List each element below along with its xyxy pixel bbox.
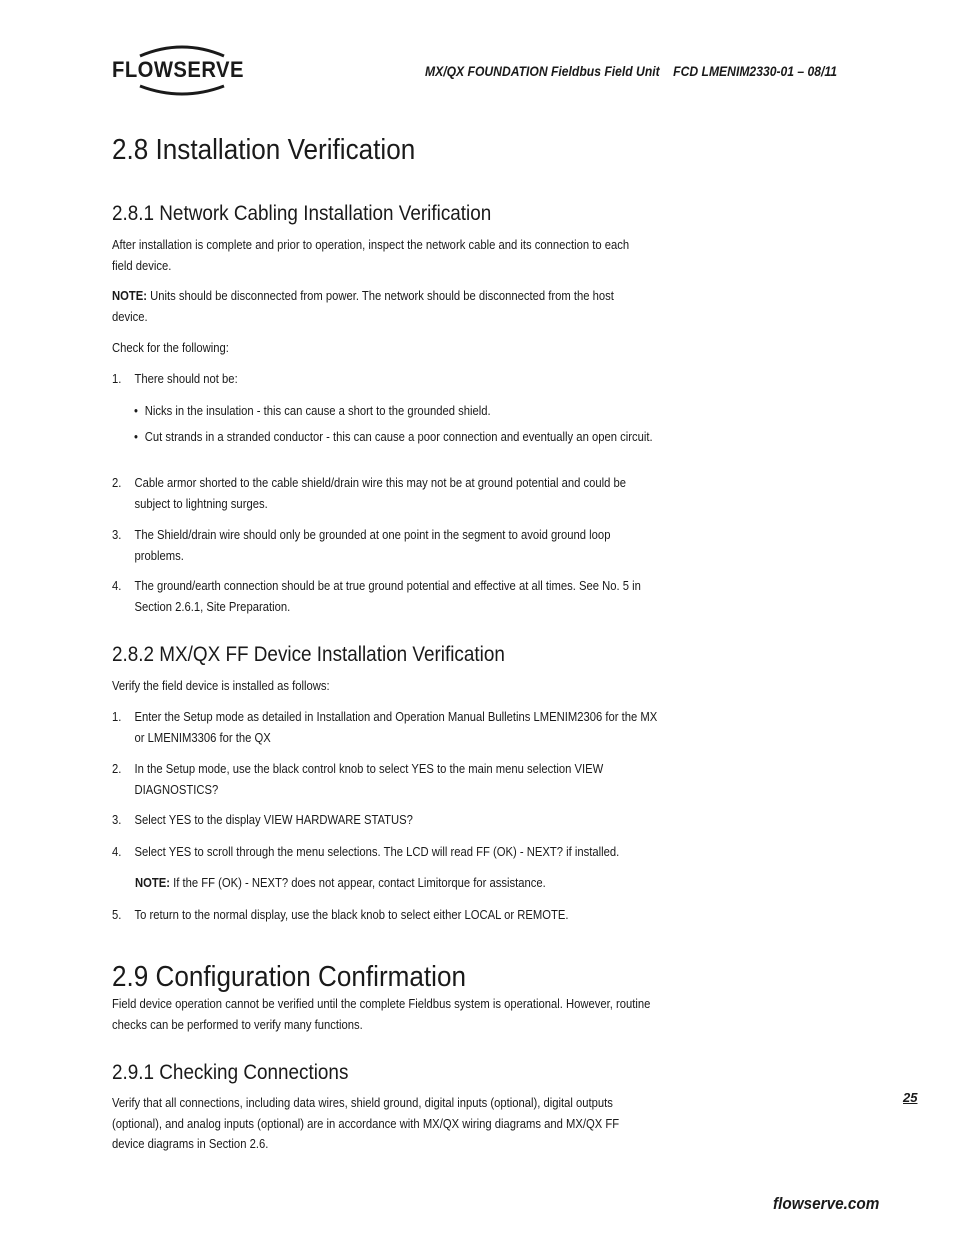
list-item-number: 1. xyxy=(112,372,122,386)
list-item xyxy=(112,525,661,566)
bullet-icon: • xyxy=(134,404,138,418)
note-paragraph-2-8-1 xyxy=(112,286,652,327)
note-paragraph-2-8-2 xyxy=(135,873,657,894)
paragraph-intro-2-8-1: After installation is complete and prior to operation, inspect the network cable and its connection to each field device. xyxy=(112,238,630,273)
list-item-text: There should not be: xyxy=(134,372,238,386)
note-label: NOTE: xyxy=(112,289,148,303)
note-text: If the FF (OK) - NEXT? does not appear, contact Limitorque for assistance. xyxy=(170,876,546,890)
list-item-text: To return to the normal display, use the black knob to select either LOCAL or REMOTE. xyxy=(134,908,569,922)
list-item-number: 3. xyxy=(112,813,122,827)
page-number: 25 xyxy=(903,1090,918,1105)
bullet-text: Nicks in the insulation - this can cause a short to the grounded shield. xyxy=(144,404,491,418)
list-item xyxy=(112,369,661,390)
list-item-number: 5. xyxy=(112,908,122,922)
list-item xyxy=(112,576,661,617)
footer-url: flowserve.com xyxy=(773,1194,880,1213)
list-item-text: Select YES to the display VIEW HARDWARE STATUS? xyxy=(134,813,413,827)
list-item-number: 2. xyxy=(112,476,122,490)
list-item xyxy=(112,707,661,748)
list-item-text: Select YES to scroll through the menu selections. The LCD will read FF (OK) - NEXT? if installed. xyxy=(134,845,620,859)
bullet-item xyxy=(134,427,661,448)
list-item-text: The Shield/drain wire should only be grounded at one point in the segment to avoid ground loop problems. xyxy=(134,528,611,563)
flowserve-logo: FLOWSERVE xyxy=(112,57,244,82)
list-item-text: The ground/earth connection should be at true ground potential and effective at all times. See No. 5 in Section 2.6.1, Site Preparation. xyxy=(134,579,641,614)
list-item-number: 2. xyxy=(112,762,122,776)
list-item-number: 4. xyxy=(112,845,122,859)
list-item xyxy=(112,842,661,863)
paragraph-2-9-1: Verify that all connections, including data wires, shield ground, digital inputs (optional), digital outputs (optional), and analog inputs (optional) are in accordance with MX/QX wiring diagrams and MX/QX FF device diagrams in Section 2.6. xyxy=(112,1096,620,1151)
check-paragraph: Check for the following: xyxy=(112,341,229,355)
list-item-number: 3. xyxy=(112,528,122,542)
list-item-number: 1. xyxy=(112,710,122,724)
list-item xyxy=(112,759,661,800)
list-item-text: Cable armor shorted to the cable shield/drain wire this may not be at ground potential and could be subject to lightning surges. xyxy=(134,476,627,511)
section-heading-2-8: 2.8 Installation Verification xyxy=(112,134,416,166)
list-item xyxy=(112,905,661,926)
list-item xyxy=(112,473,661,514)
paragraph-intro-2-8-2: Verify the field device is installed as follows: xyxy=(112,679,330,693)
list-item-text: In the Setup mode, use the black control knob to select YES to the main menu selection VIEW DIAGNOSTICS? xyxy=(134,762,604,797)
subsection-heading-2-8-1: 2.8.1 Network Cabling Installation Verification xyxy=(112,202,492,225)
bullet-item xyxy=(134,401,661,422)
bullet-icon: • xyxy=(134,430,138,444)
subsection-heading-2-9-1: 2.9.1 Checking Connections xyxy=(112,1061,349,1084)
section-heading-2-9: 2.9 Configuration Confirmation xyxy=(112,961,466,993)
list-item-text: Enter the Setup mode as detailed in Installation and Operation Manual Bulletins LMENIM2306 for the MX or LMENIM3306 for the QX xyxy=(134,710,658,745)
bullet-text: Cut strands in a stranded conductor - this can cause a poor connection and eventually an open circuit. xyxy=(144,430,653,444)
list-item xyxy=(112,810,661,831)
document-title: MX/QX FOUNDATION Fieldbus Field Unit FCD LMENIM2330-01 – 08/11 xyxy=(425,64,838,79)
list-item-number: 4. xyxy=(112,579,122,593)
note-text: Units should be disconnected from power. The network should be disconnected from the host device. xyxy=(112,289,614,324)
paragraph-intro-2-9: Field device operation cannot be verified until the complete Fieldbus system is operational. However, routine checks can be performed to verify many functions. xyxy=(112,997,651,1032)
note-label: NOTE: xyxy=(135,876,171,890)
subsection-heading-2-8-2: 2.8.2 MX/QX FF Device Installation Verification xyxy=(112,643,505,666)
